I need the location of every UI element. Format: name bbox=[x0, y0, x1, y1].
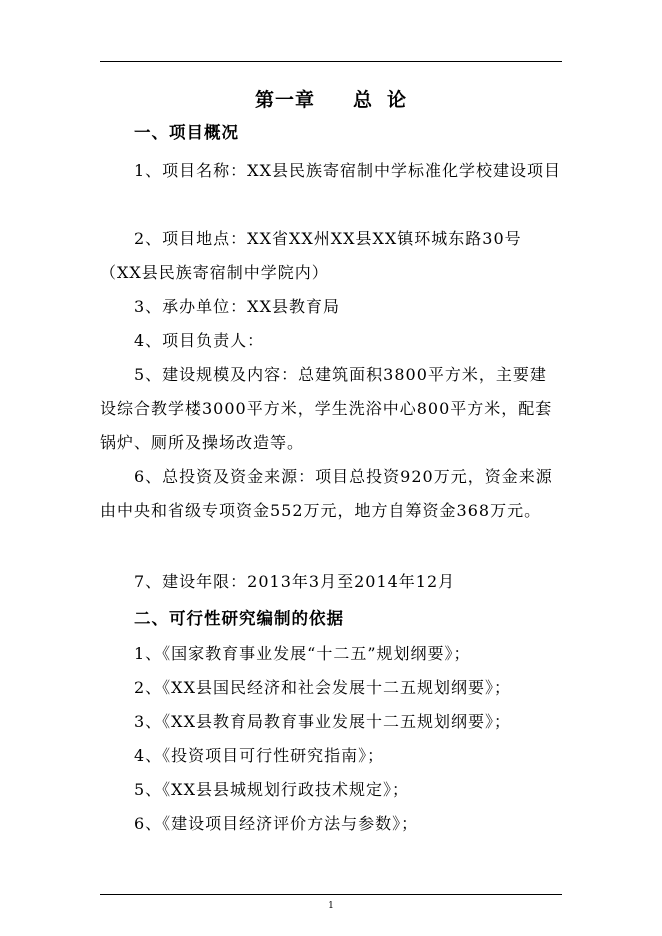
chapter-title bbox=[100, 86, 562, 114]
section-heading-basis: 二、可行性研究编制的依据 bbox=[134, 609, 344, 628]
footer-rule bbox=[100, 894, 562, 895]
basis-item-4: 4、《投资项目可行性研究指南》； bbox=[134, 746, 385, 765]
overview-item-manager: 4、项目负责人： bbox=[134, 331, 265, 350]
basis-item-5: 5、《XX县县城规划行政技术规定》； bbox=[134, 780, 409, 799]
overview-item-scale: 5、建设规模及内容：总建筑面积3800平方米，主要建设综合教学楼3000平方米，学生洗浴中心800平方米，配套锅炉、厕所及操场改造等。 bbox=[100, 365, 553, 452]
header-rule bbox=[100, 61, 562, 62]
overview-item-schedule: 7、建设年限：2013年3月至2014年12月 bbox=[134, 572, 456, 591]
chapter-title-word-2: 论 bbox=[387, 89, 408, 111]
overview-item-name: 1、项目名称：XX县民族寄宿制中学标准化学校建设项目 bbox=[134, 161, 561, 180]
overview-item-organizer: 3、承办单位：XX县教育局 bbox=[134, 297, 340, 316]
page-number: 1 bbox=[328, 901, 334, 911]
basis-item-3: 3、《XX县教育局教育事业发展十二五规划纲要》； bbox=[134, 712, 511, 731]
basis-item-1: 1、《国家教育事业发展“十二五”规划纲要》； bbox=[134, 644, 471, 663]
basis-item-2: 2、《XX县国民经济和社会发展十二五规划纲要》； bbox=[134, 678, 511, 697]
basis-item-6: 6、《建设项目经济评价方法与参数》； bbox=[134, 814, 419, 833]
chapter-number: 第一章 bbox=[254, 89, 315, 111]
chapter-title-word-1: 总 bbox=[352, 89, 373, 111]
overview-item-location: 2、项目地点：XX省XX州XX县XX镇环城东路30号（XX县民族寄宿制中学院内） bbox=[100, 229, 522, 282]
overview-item-investment: 6、总投资及资金来源：项目总投资920万元，资金来源由中央和省级专项资金552万元，地方自筹资金368万元。 bbox=[100, 467, 553, 520]
section-heading-overview: 一、项目概况 bbox=[134, 123, 239, 142]
